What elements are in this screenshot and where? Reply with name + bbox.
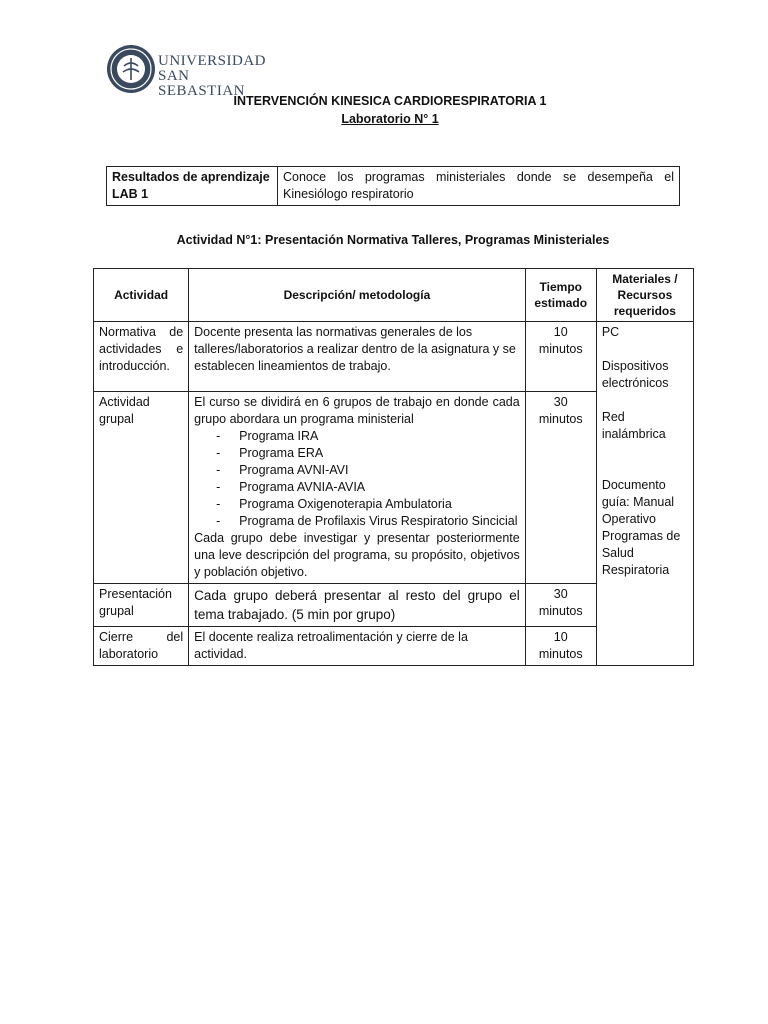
row-1-activity: Normativa de actividades e introducción. [94, 322, 189, 392]
document-title: INTERVENCIÓN KINESICA CARDIORESPIRATORIA 1 [233, 94, 547, 108]
logo-line-2: SAN SEBASTIAN [158, 68, 246, 99]
material-item: Dispositivos electrónicos [601, 359, 669, 390]
learning-outcomes-text: Conoce los programas ministeriales donde se desempeña el Kinesiólogo respiratorio [278, 167, 680, 206]
header-description: Descripción/ metodología [189, 269, 526, 322]
material-item: Documento guía: Manual Operativo Programas de Salud Respiratoria [601, 478, 681, 577]
row-1-time: 10 minutos [525, 322, 596, 392]
learning-outcomes-label: Resultados de aprendizaje LAB 1 [107, 167, 278, 206]
materials-cell [596, 322, 693, 666]
row-1-description: Docente presenta las normativas generales de los talleres/laboratorios a realizar dentro de la asignatura y se establecen lineamientos de trabajo. [189, 322, 526, 392]
header-activity: Actividad [94, 269, 189, 322]
logo-line-1: UNIVERSIDAD [158, 53, 266, 69]
row-3-activity: Presentación grupal [94, 584, 189, 627]
list-item: - Programa AVNI-AVI [216, 462, 520, 479]
list-item: - Programa IRA [216, 428, 520, 445]
activity-title: Actividad N°1: Presentación Normativa Talleres, Programas Ministeriales [176, 233, 610, 247]
lab-number: Laboratorio N° 1 [341, 112, 439, 126]
row-4-description: El docente realiza retroalimentación y cierre de la actividad. [189, 627, 526, 666]
university-seal-icon [106, 44, 156, 94]
row-2-time: 30 minutos [525, 392, 596, 584]
row-2-activity: Actividad grupal [94, 392, 189, 584]
list-item: - Programa ERA [216, 445, 520, 462]
material-item: PC [601, 325, 620, 339]
row-2-intro: El curso se dividirá en 6 grupos de trabajo en donde cada grupo abordara un programa ministerial [194, 395, 520, 426]
activities-table [93, 268, 694, 666]
row-4-activity: Cierre del laboratorio [94, 627, 189, 666]
header-materials: Materiales / Recursos requeridos [596, 269, 693, 322]
row-3-time: 30 minutos [525, 584, 596, 627]
header-time: Tiempo estimado [525, 269, 596, 322]
row-4-time: 10 minutos [525, 627, 596, 666]
university-logo [106, 44, 271, 98]
material-item: Red inalámbrica [601, 410, 666, 441]
row-2-outro: Cada grupo debe investigar y presentar posteriormente una leve descripción del programa, su propósito, objetivos y población objetivo. [194, 531, 520, 579]
university-name [158, 54, 271, 99]
list-item: - Programa de Profilaxis Virus Respiratorio Sincicial [216, 513, 520, 530]
learning-outcomes-table [106, 166, 680, 206]
row-3-description: Cada grupo deberá presentar al resto del grupo el tema trabajado. (5 min por grupo) [189, 584, 526, 627]
programs-list [194, 428, 520, 530]
list-item: - Programa Oxigenoterapia Ambulatoria [216, 496, 520, 513]
list-item: - Programa AVNIA-AVIA [216, 479, 520, 496]
row-2-description [189, 392, 526, 584]
